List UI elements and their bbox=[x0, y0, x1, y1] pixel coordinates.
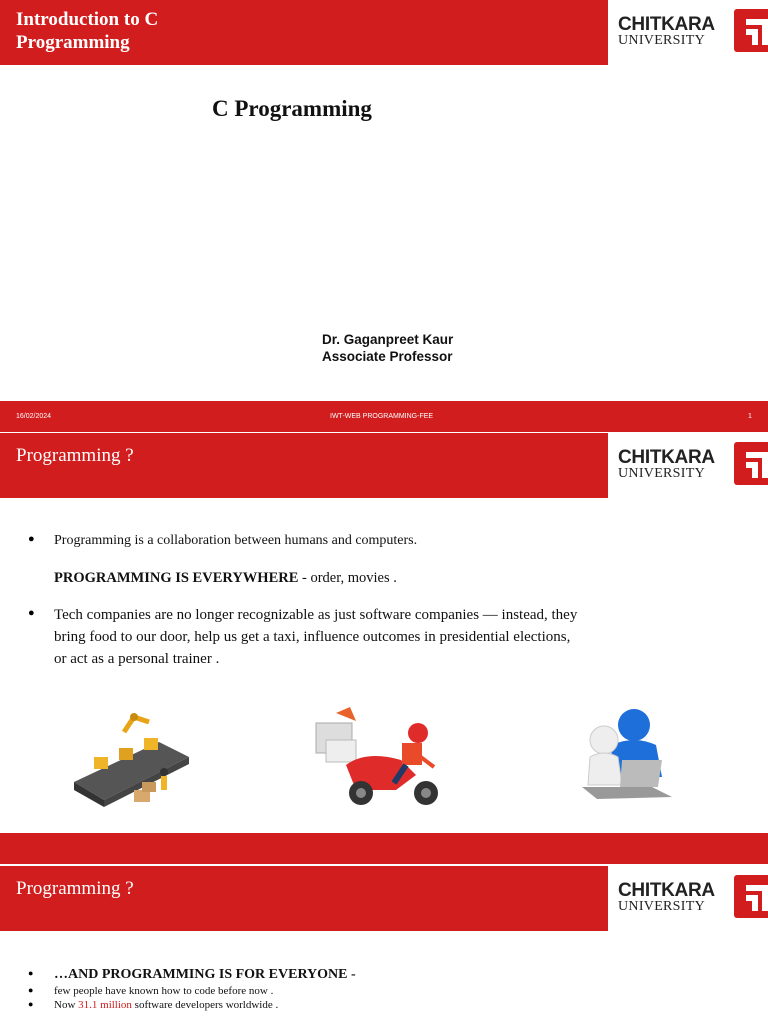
bullet3-highlight: 31.1 million bbox=[78, 999, 132, 1011]
logo-name: CHITKARA bbox=[618, 447, 715, 468]
footer-course: IWT-WEB PROGRAMMING-FEE bbox=[330, 413, 434, 420]
brand-logo bbox=[608, 0, 768, 65]
slide3-bullet3 bbox=[54, 998, 278, 1013]
logo-sub: UNIVERSITY bbox=[618, 33, 705, 48]
bullet-icon: ● bbox=[28, 999, 34, 1009]
author-name: Dr. Gaganpreet Kaur bbox=[322, 332, 454, 347]
laptop-user-illustration bbox=[562, 705, 690, 805]
bullet-icon: ● bbox=[28, 533, 35, 545]
slide3-header-title: Programming ? bbox=[16, 878, 134, 899]
logo-mark-icon bbox=[734, 442, 768, 485]
slide3-bullet1: …AND PROGRAMMING IS FOR EVERYONE - bbox=[54, 967, 356, 982]
factory-illustration bbox=[64, 712, 192, 812]
slide2-bullet1: Programming is a collaboration between humans and computers. bbox=[54, 533, 418, 548]
emphasis-bold: PROGRAMMING IS EVERYWHERE bbox=[54, 570, 299, 586]
slide3-bullet2: few people have known how to code before now . bbox=[54, 985, 274, 997]
logo-sub: UNIVERSITY bbox=[618, 466, 705, 481]
slide2-emphasis bbox=[54, 567, 397, 589]
bullet-icon: ● bbox=[28, 985, 34, 995]
brand-logo bbox=[608, 866, 768, 931]
bullet3-post: software developers worldwide . bbox=[131, 999, 279, 1011]
logo-mark-icon bbox=[734, 875, 768, 918]
bullet-icon: ● bbox=[28, 968, 34, 978]
logo-sub: UNIVERSITY bbox=[618, 899, 705, 914]
brand-logo bbox=[608, 433, 768, 498]
slide2-footer bbox=[0, 833, 768, 864]
slide2-bullet2: Tech companies are no longer recognizable as just software companies — instead, they bring food to our door, help us get a taxi, influence outcomes in presidential elections, or act as a personal trainer . bbox=[54, 607, 578, 667]
footer-date: 16/02/2024 bbox=[16, 413, 52, 420]
emphasis-rest: - order, movies . bbox=[298, 570, 397, 586]
logo-name: CHITKARA bbox=[618, 880, 715, 901]
author-role: Associate Professor bbox=[322, 349, 453, 364]
slide1-title: C Programming bbox=[212, 96, 372, 121]
bullet3-pre: Now bbox=[54, 999, 79, 1011]
bullet-icon: ● bbox=[28, 607, 35, 619]
slide1-header-title: Introduction to C Programming bbox=[16, 9, 159, 53]
slide2-header-title: Programming ? bbox=[16, 445, 134, 466]
delivery-scooter-illustration bbox=[306, 705, 442, 810]
logo-mark-icon bbox=[734, 9, 768, 52]
logo-name: CHITKARA bbox=[618, 14, 715, 35]
footer-page-number: 1 bbox=[748, 413, 752, 420]
